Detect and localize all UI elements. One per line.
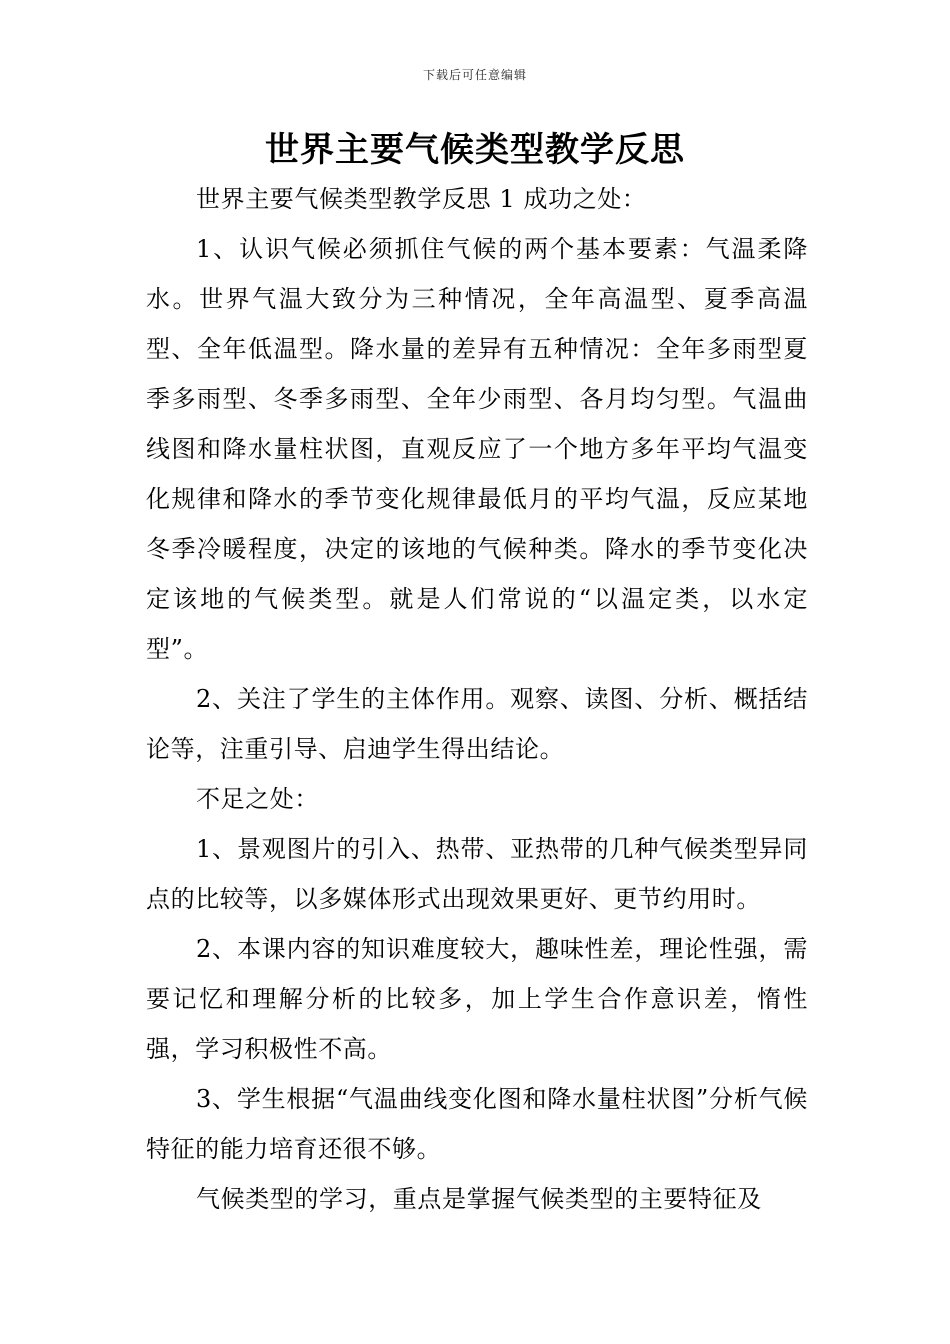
paragraph-shortcoming-1: 1、景观图片的引入、热带、亚热带的几种气候类型异同点的比较等，以多媒体形式出现效果更好、更节约用时。 xyxy=(146,835,808,913)
paragraph-conclusion: 气候类型的学习，重点是掌握气候类型的主要特征及 xyxy=(196,1185,762,1213)
document-body xyxy=(146,174,808,1224)
paragraph-shortcoming-3: 3、学生根据“气温曲线变化图和降水量柱状图”分析气候特征的能力培育还很不够。 xyxy=(146,1085,808,1163)
paragraph-success-1: 1、认识气候必须抓住气候的两个基本要素：气温柔降水。世界气温大致分为三种情况，全年高温型、夏季高温型、全年低温型。降水量的差异有五种情况：全年多雨型夏季多雨型、冬季多雨型、全年少雨型、各月均匀型。气温曲线图和降水量柱状图，直观反应了一个地方多年平均气温变化规律和降水的季节变化规律最低月的平均气温，反应某地冬季冷暖程度，决定的该地的气候种类。降水的季节变化决定该地的气候类型。就是人们常说的“以温定类，以水定型”。 xyxy=(146,235,808,663)
paragraph-shortcoming-2: 2、本课内容的知识难度较大，趣味性差，理论性强，需要记忆和理解分析的比较多，加上学生合作意识差，惰性强，学习积极性不高。 xyxy=(146,935,808,1063)
paragraph-success-2: 2、关注了学生的主体作用。观察、读图、分析、概括结论等，注重引导、启迪学生得出结论。 xyxy=(146,685,808,763)
header-note: 下载后可任意编辑 xyxy=(422,68,527,82)
document-title: 世界主要气候类型教学反思 xyxy=(265,130,685,170)
paragraph-shortcomings-heading: 不足之处： xyxy=(196,785,319,813)
paragraph-intro: 世界主要气候类型教学反思 1 成功之处： xyxy=(196,185,647,213)
